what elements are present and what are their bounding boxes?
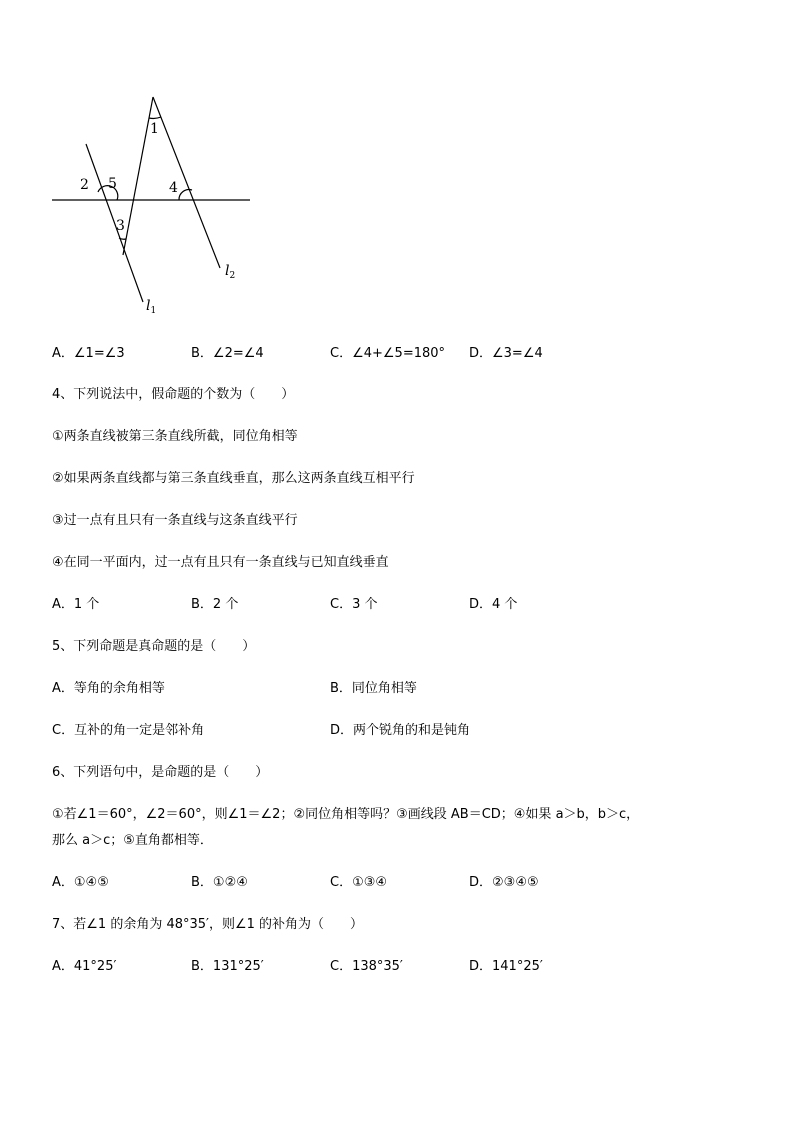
q4-option-d: D．4 个 [469, 597, 518, 612]
q5-option-a: A．等角的余角相等 [52, 681, 165, 696]
q4-statement-1: ①两条直线被第三条直线所截，同位角相等 [52, 429, 298, 444]
angle-arc-3 [119, 238, 126, 239]
q6-stem: 6、下列语句中，是命题的是（ ） [52, 765, 269, 780]
q3-option-b: B．∠2=∠4 [191, 346, 264, 361]
q5-option-d: D．两个锐角的和是钝角 [330, 723, 471, 738]
q7-option-a: A．41°25′ [52, 959, 117, 974]
q7-option-d: D．141°25′ [469, 959, 543, 974]
q3-option-d: D．∠3=∠4 [469, 346, 543, 361]
q5-option-c: C．互补的角一定是邻补角 [52, 723, 205, 738]
q6-option-d: D．②③④⑤ [469, 875, 539, 890]
line-l1 [86, 144, 143, 302]
geometry-figure [48, 92, 258, 322]
q7-stem: 7、若∠1 的余角为 48°35′，则∠1 的补角为（ ） [52, 917, 364, 932]
angle-label-2: 2 [80, 177, 89, 193]
line-label-l1: $l_1$ [146, 298, 157, 316]
angle-label-4: 4 [169, 180, 178, 196]
angle-label-5: 5 [108, 176, 117, 192]
q6-option-b: B．①②④ [191, 875, 248, 890]
q6-option-c: C．①③④ [330, 875, 388, 890]
q3-option-c: C．∠4+∠5=180° [330, 346, 446, 361]
q6-body-line-2: 那么 a＞c；⑤直角都相等． [52, 833, 213, 848]
q3-option-a: A．∠1=∠3 [52, 346, 125, 361]
q4-option-b: B．2 个 [191, 597, 239, 612]
angle-label-1: 1 [150, 121, 159, 137]
angle-label-3: 3 [116, 218, 125, 234]
q6-body-line-1: ①若∠1＝60°，∠2＝60°，则∠1＝∠2；②同位角相等吗？③画线段 AB＝CD；④如果 a＞b，b＞c， [52, 807, 640, 822]
q5-stem: 5、下列命题是真命题的是（ ） [52, 639, 256, 654]
q4-statement-2: ②如果两条直线都与第三条直线垂直，那么这两条直线互相平行 [52, 471, 415, 486]
q4-statement-4: ④在同一平面内，过一点有且只有一条直线与已知直线垂直 [52, 555, 389, 570]
q4-option-a: A．1 个 [52, 597, 100, 612]
q5-option-b: B．同位角相等 [330, 681, 417, 696]
q4-statement-3: ③过一点有且只有一条直线与这条直线平行 [52, 513, 298, 528]
q6-option-a: A．①④⑤ [52, 875, 109, 890]
line-l2 [153, 97, 220, 268]
angle-arc-1 [149, 117, 161, 118]
transversal-line [123, 97, 153, 255]
q7-option-c: C．138°35′ [330, 959, 403, 974]
q7-option-b: B．131°25′ [191, 959, 264, 974]
q4-stem: 4、下列说法中，假命题的个数为（ ） [52, 387, 295, 402]
q4-option-c: C．3 个 [330, 597, 378, 612]
line-label-l2: $l_2$ [225, 263, 236, 281]
